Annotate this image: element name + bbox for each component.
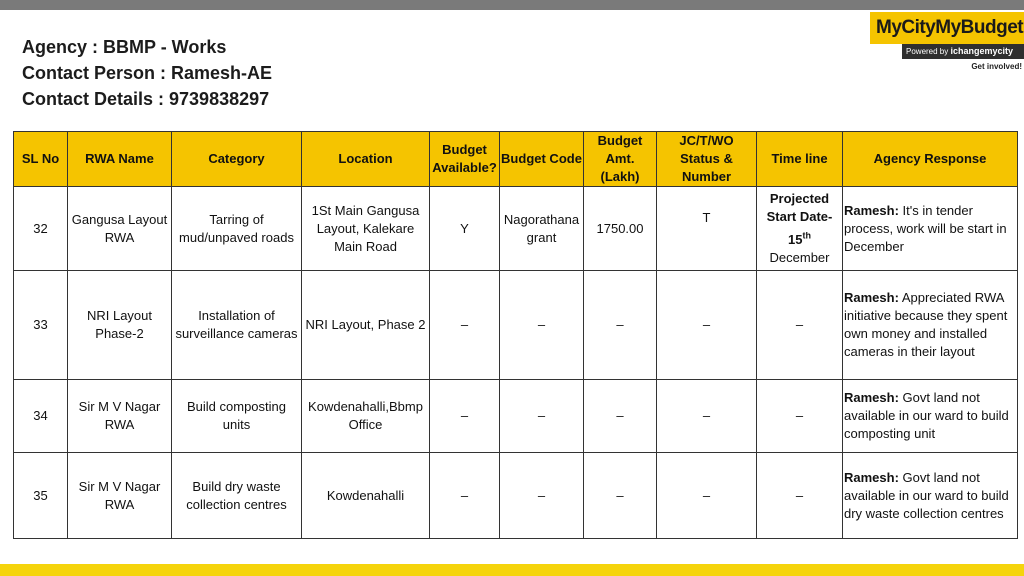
top-bar — [0, 0, 1024, 10]
cell-category: Build dry waste collection centres — [172, 453, 302, 539]
cell-sl: 34 — [14, 380, 68, 453]
cell-rwa: NRI Layout Phase-2 — [68, 271, 172, 380]
cell-code: Nagorathana grant — [500, 187, 584, 271]
cell-response: Ramesh: Govt land not available in our ward to build dry waste collection centres — [843, 453, 1018, 539]
logo-powered-by — [902, 44, 1024, 59]
cell-rwa: Gangusa Layout RWA — [68, 187, 172, 271]
col-header: Budget Amt. (Lakh) — [584, 132, 657, 187]
cell-category: Installation of surveillance cameras — [172, 271, 302, 380]
col-header: Category — [172, 132, 302, 187]
cell-available: – — [430, 453, 500, 539]
table-row — [14, 271, 1018, 380]
col-header: Budget Available? — [430, 132, 500, 187]
contact-person-line: Contact Person : Ramesh-AE — [22, 63, 273, 83]
cell-response: Ramesh: Appreciated RWA initiative because they spent own money and installed cameras in their layout — [843, 271, 1018, 380]
cell-amount: 1750.00 — [584, 187, 657, 271]
cell-available: – — [430, 271, 500, 380]
col-header: Location — [302, 132, 430, 187]
cell-status: T — [657, 187, 757, 271]
agency-line: Agency : BBMP - Works — [22, 37, 227, 57]
cell-location: Kowdenahalli,Bbmp Office — [302, 380, 430, 453]
cell-amount: – — [584, 453, 657, 539]
cell-status: – — [657, 271, 757, 380]
cell-code: – — [500, 380, 584, 453]
powered-by-text: Powered by — [906, 47, 949, 56]
mycitymybudget-logo — [870, 12, 1024, 74]
table-header-row — [14, 132, 1018, 187]
cell-code: – — [500, 453, 584, 539]
col-header: JC/T/WO Status & Number — [657, 132, 757, 187]
col-header: RWA Name — [68, 132, 172, 187]
bottom-bar — [0, 564, 1024, 576]
cell-code: – — [500, 271, 584, 380]
table-row — [14, 380, 1018, 453]
col-header: Agency Response — [843, 132, 1018, 187]
cell-available: – — [430, 380, 500, 453]
col-header: Time line — [757, 132, 843, 187]
contact-header — [22, 34, 272, 112]
cell-amount: – — [584, 271, 657, 380]
logo-title: MyCityMyBudget — [876, 17, 1024, 38]
works-table — [13, 131, 1018, 539]
cell-timeline: – — [757, 380, 843, 453]
col-header: SL No — [14, 132, 68, 187]
logo-tagline: Get involved! — [971, 62, 1022, 71]
timeline-date: Projected Start Date-15th — [766, 191, 833, 247]
cell-status: – — [657, 453, 757, 539]
cell-rwa: Sir M V Nagar RWA — [68, 380, 172, 453]
col-header: Budget Code — [500, 132, 584, 187]
cell-available: Y — [430, 187, 500, 271]
cell-response: Ramesh: Govt land not available in our ward to build composting unit — [843, 380, 1018, 453]
cell-location: NRI Layout, Phase 2 — [302, 271, 430, 380]
table-row — [14, 187, 1018, 271]
cell-status: – — [657, 380, 757, 453]
cell-category: Tarring of mud/unpaved roads — [172, 187, 302, 271]
cell-location: Kowdenahalli — [302, 453, 430, 539]
brand-text: ichangemycity — [950, 46, 1014, 56]
cell-sl: 32 — [14, 187, 68, 271]
table-row — [14, 453, 1018, 539]
cell-amount: – — [584, 380, 657, 453]
cell-timeline: – — [757, 453, 843, 539]
cell-category: Build composting units — [172, 380, 302, 453]
cell-rwa: Sir M V Nagar RWA — [68, 453, 172, 539]
cell-timeline: – — [757, 271, 843, 380]
cell-sl: 33 — [14, 271, 68, 380]
cell-location: 1St Main Gangusa Layout, Kalekare Main Road — [302, 187, 430, 271]
cell-sl: 35 — [14, 453, 68, 539]
cell-response: Ramesh: It's in tender process, work will be start in December — [843, 187, 1018, 271]
cell-timeline — [757, 187, 843, 271]
timeline-month: December — [769, 249, 830, 265]
contact-details-line: Contact Details : 9739838297 — [22, 89, 270, 109]
logo-banner — [870, 12, 1024, 44]
